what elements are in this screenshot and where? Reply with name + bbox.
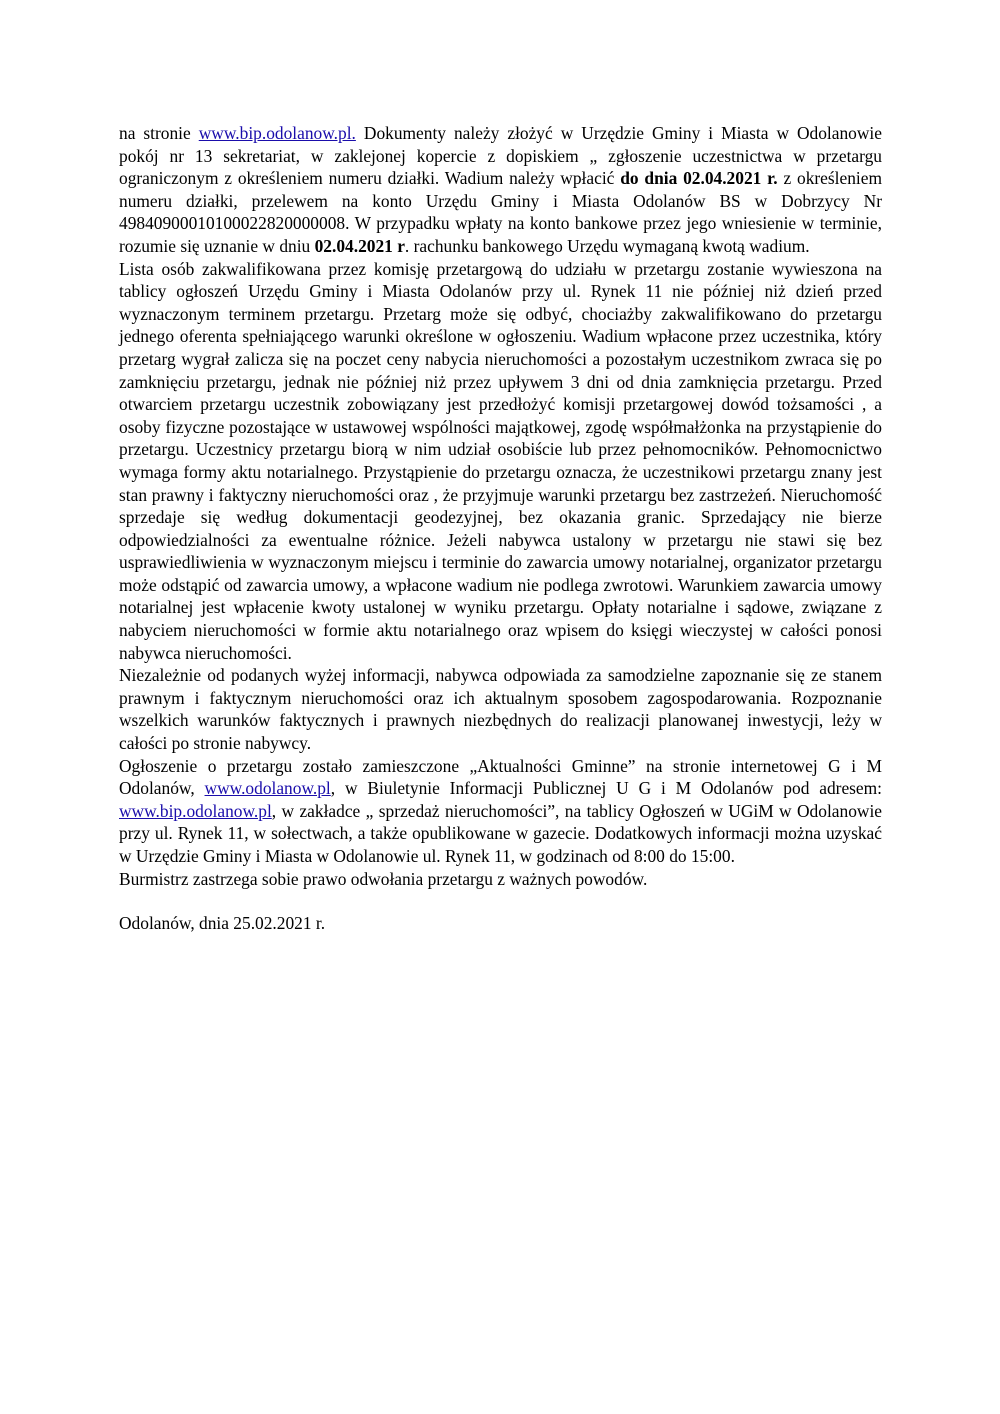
deposit-date: 02.04.2021 r	[314, 235, 405, 256]
bip-link[interactable]: www.bip.odolanow.pl	[119, 800, 272, 821]
text-segment: . rachunku bankowego Urzędu wymaganą kwotą wadium.	[404, 235, 810, 256]
deposit-deadline: do dnia 02.04.2021 r.	[620, 168, 778, 189]
paragraph-documents-and-deposit	[119, 122, 882, 258]
text-segment: z określeniem numeru działki, przelewem na konto Urzędu Gminy i Miasta Odolanów BS w Dobrzycy Nr 49840900010100022820000008. W przypadku wpłaty na konto bankowe przez jego wniesienie w terminie, rozumie się uznanie w dniu	[119, 168, 882, 256]
paragraph-buyer-responsibility: Niezależnie od podanych wyżej informacji, nabywca odpowiada za samodzielne zapoznanie się ze stanem prawnym i faktycznym nieruchomości oraz ich aktualnym sposobem zagospodarowania. Rozpoznanie wszelkich warunków faktycznych i prawnych niezbędnych do realizacji planowanej inwestycji, leży w całości po stronie nabywcy.	[119, 665, 882, 754]
text-segment: Dokumenty należy złożyć w Urzędzie Gminy i Miasta w Odolanowie pokój nr 13 sekretariat, w zaklejonej kopercie z dopiskiem „ zgłoszenie uczestnictwa w przetargu ograniczonym z określeniem numeru działki. Wadium należy wpłacić	[119, 123, 882, 189]
spacer	[119, 890, 882, 912]
paragraph-tender-rules: Lista osób zakwalifikowana przez komisję przetargową do udziału w przetargu zostanie wywieszona na tablicy ogłoszeń Urzędu Gminy i Miasta Odolanów przy ul. Rynek 11 nie później niż dzień przed wyznaczonym terminem przetargu. Przetarg może się odbyć, chociażby zakwalifikowano do przetargu jednego oferenta spełniającego warunki określone w ogłoszeniu. Wadium wpłacone przez uczestnika, który przetarg wygrał zalicza się na poczet ceny nabycia nieruchomości a pozostałym uczestnikom zwraca się po zamknięciu przetargu, jednak nie później niż przez upływem 3 dni od dnia zamknięcia przetargu. Przed otwarciem przetargu uczestnik zobowiązany jest przedłożyć komisji przetargowej dowód tożsamości , a osoby fizyczne pozostające w ustawowej wspólności majątkowej, zgodę współmałżonka na przystąpienie do przetargu. Uczestnicy przetargu biorą w nim udział osobiście lub przez pełnomocników. Pełnomocnictwo wymaga formy aktu notarialnego. Przystąpienie do przetargu oznacza, że uczestnikowi przetargu znany jest stan prawny i faktyczny nieruchomości oraz , że przyjmuje warunki przetargu bez zastrzeżeń. Nieruchomość sprzedaje się według dokumentacji geodezyjnej, bez okazania granic. Sprzedający nie bierze odpowiedzialności za ewentualne różnice. Jeżeli nabywca ustalony w przetargu nie stawi się bez usprawiedliwienia w wyznaczonym miejscu i terminie do zawarcia umowy notarialnej, organizator przetargu może odstąpić od zawarcia umowy, a wpłacone wadium nie podlega zwrotowi. Warunkiem zawarcia umowy notarialnej jest wpłacenie kwoty ustalonej w wyniku przetargu. Opłaty notarialne i sądowe, związane z nabyciem nieruchomości w formie aktu notarialnego oraz wpisem do księgi wieczystej w całości ponosi nabywca nieruchomości.	[119, 258, 882, 663]
document-page	[119, 122, 882, 935]
odolanow-link[interactable]: www.odolanow.pl	[204, 778, 331, 799]
text-segment: Ogłoszenie o przetargu zostało zamieszczone „Aktualności Gminne” na stronie internetowej G i M Odolanów,	[119, 755, 882, 799]
place-and-date: Odolanów, dnia 25.02.2021 r.	[119, 913, 326, 934]
bip-link[interactable]: www.bip.odolanow.pl.	[198, 123, 356, 143]
text-segment: , w zakładce „ sprzedaż nieruchomości”, na tablicy Ogłoszeń w UGiM w Odolanowie przy ul. Rynek 11, w sołectwach, a także opublikowane w gazecie. Dodatkowych informacji można uzyskać w Urzędzie Gminy i Miasta w Odolanowie ul. Rynek 11, w godzinach od 8:00 do 15:00.	[119, 800, 882, 866]
text-segment: , w Biuletynie Informacji Publicznej U G i M Odolanów pod adresem:	[330, 778, 883, 799]
text-segment: na stronie	[119, 123, 199, 143]
paragraph-cancellation-right: Burmistrz zastrzega sobie prawo odwołania przetargu z ważnych powodów.	[119, 868, 648, 889]
paragraph-publication	[119, 755, 882, 868]
